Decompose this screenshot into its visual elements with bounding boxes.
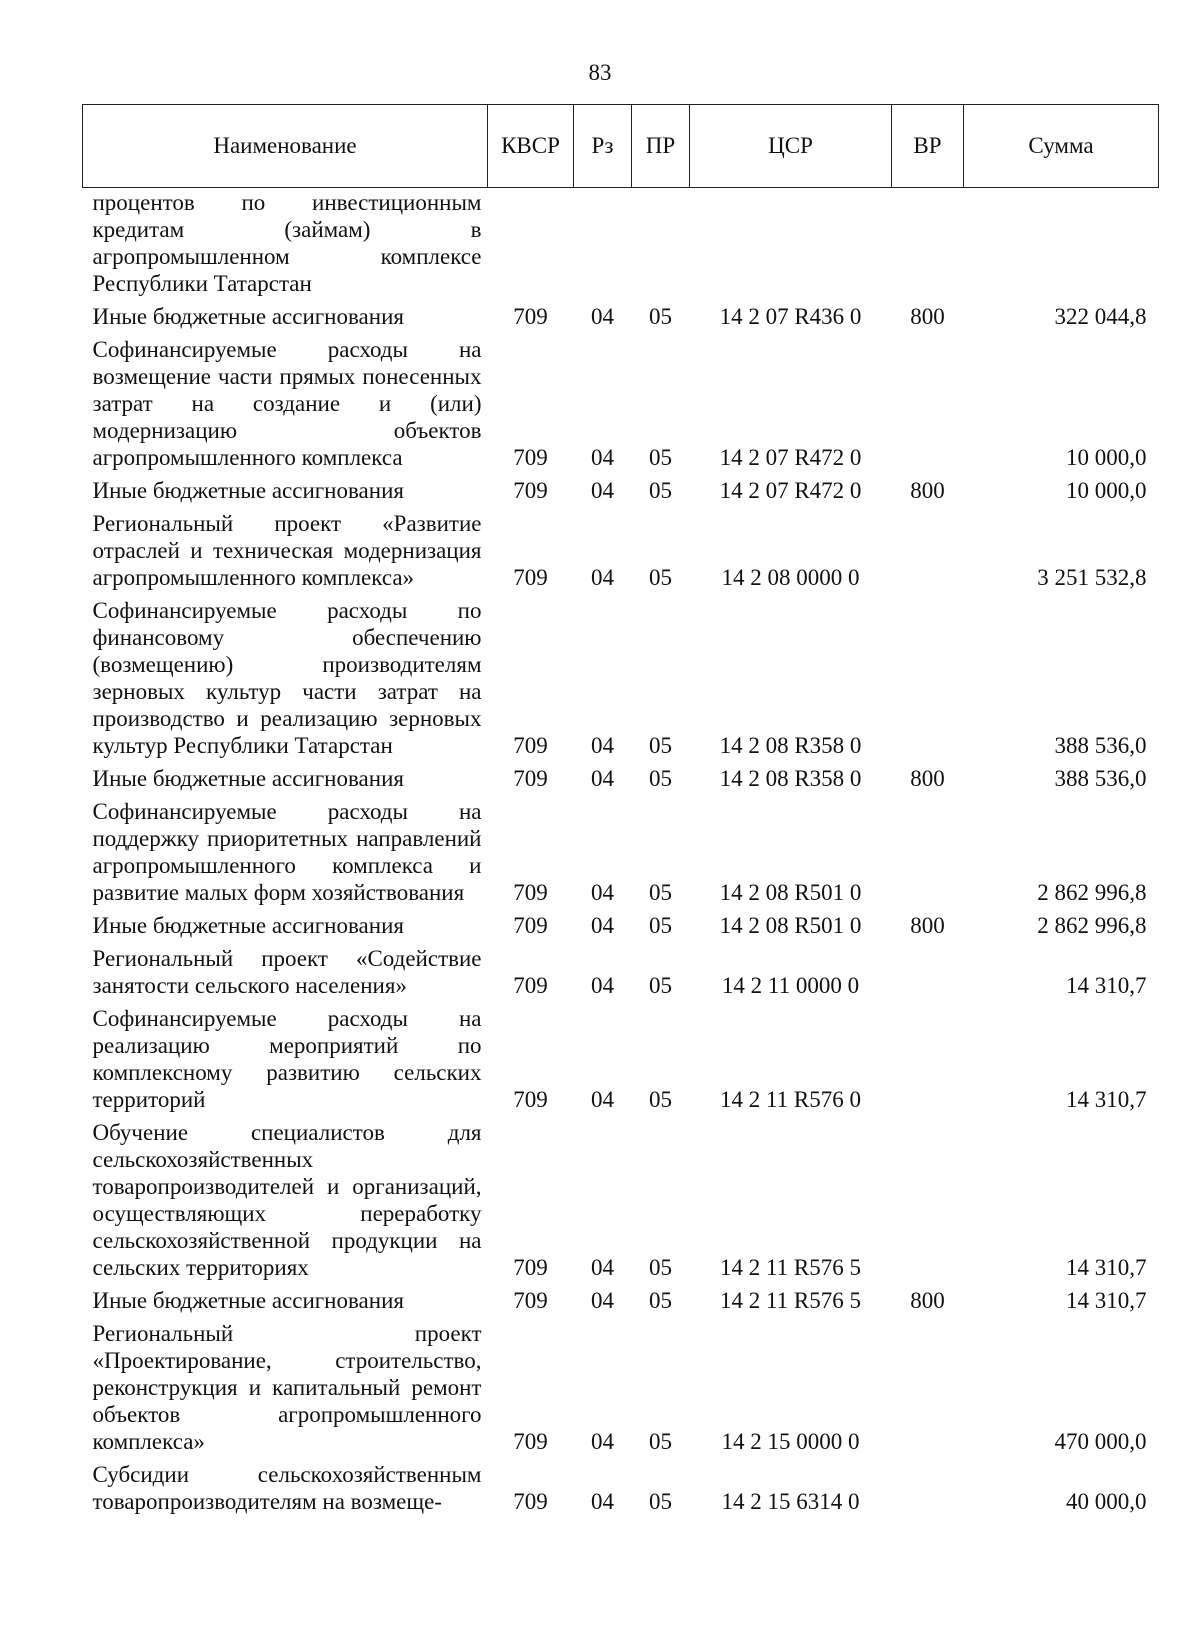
table-row [83, 1004, 1159, 1118]
row-rz: 04 [591, 913, 614, 938]
header-pr: ПР [632, 105, 690, 188]
row-rz: 04 [591, 565, 614, 590]
row-name: Иные бюджетные ассигнования [92, 766, 404, 791]
row-csr: 14 2 08 0000 0 [721, 565, 860, 590]
row-name: Иные бюджетные ассигнования [92, 478, 404, 503]
row-pr [632, 188, 690, 303]
row-csr: 14 2 08 R501 0 [719, 913, 862, 938]
row-rz: 04 [591, 1288, 614, 1313]
row-rz: 04 [591, 304, 614, 329]
row-vr [892, 1004, 964, 1118]
row-sum: 40 000,0 [1066, 1489, 1147, 1514]
table-row [83, 188, 1159, 303]
row-kvsr: 709 [513, 478, 548, 503]
row-kvsr: 709 [513, 1429, 548, 1454]
row-vr [892, 1319, 964, 1460]
row-rz: 04 [591, 445, 614, 470]
row-sum: 470 000,0 [1054, 1429, 1147, 1454]
row-sum: 14 310,7 [1066, 1087, 1147, 1112]
row-pr: 05 [649, 445, 672, 470]
row-name: Софинансируемые расходы на поддержку приоритетных направлений агропромышленного комплекса и развитие малых форм хозяйствования [92, 799, 482, 905]
table-row [83, 764, 1159, 797]
row-pr: 05 [649, 1489, 672, 1514]
table-body [83, 188, 1159, 1521]
header-name: Наименование [83, 105, 488, 188]
row-sum: 322 044,8 [1054, 304, 1147, 329]
row-name: Региональный проект «Содействие занятости сельского населения» [92, 946, 482, 998]
row-rz: 04 [591, 973, 614, 998]
row-rz: 04 [591, 1255, 614, 1280]
row-csr: 14 2 08 R501 0 [719, 880, 862, 905]
table-header [83, 105, 1159, 188]
table-row [83, 1460, 1159, 1520]
row-rz [574, 188, 632, 303]
row-csr [690, 188, 892, 303]
table-row [83, 797, 1159, 911]
row-pr: 05 [649, 913, 672, 938]
row-sum: 3 251 532,8 [1037, 565, 1147, 590]
row-csr: 14 2 15 6314 0 [721, 1489, 860, 1514]
row-csr: 14 2 07 R436 0 [719, 304, 862, 329]
row-csr: 14 2 08 R358 0 [719, 733, 862, 758]
row-kvsr: 709 [513, 733, 548, 758]
row-pr: 05 [649, 304, 672, 329]
row-pr: 05 [649, 973, 672, 998]
row-kvsr: 709 [513, 1489, 548, 1514]
row-csr: 14 2 15 0000 0 [721, 1429, 860, 1454]
row-kvsr: 709 [513, 445, 548, 470]
table-row [83, 911, 1159, 944]
row-vr: 800 [910, 1288, 945, 1313]
row-sum: 388 536,0 [1054, 733, 1147, 758]
table-row [83, 596, 1159, 764]
row-pr: 05 [649, 565, 672, 590]
table-row [83, 1118, 1159, 1286]
header-kvsr: КВСР [488, 105, 574, 188]
row-rz: 04 [591, 766, 614, 791]
header-sum: Сумма [964, 105, 1159, 188]
row-vr [892, 1460, 964, 1520]
row-pr: 05 [649, 1429, 672, 1454]
row-vr [892, 335, 964, 476]
row-rz: 04 [591, 1429, 614, 1454]
table-row [83, 944, 1159, 1004]
row-vr [892, 596, 964, 764]
row-name: Софинансируемые расходы на реализацию мероприятий по комплексному развитию сельских территорий [92, 1006, 482, 1112]
row-vr: 800 [910, 766, 945, 791]
row-name: Иные бюджетные ассигнования [92, 304, 404, 329]
row-vr: 800 [910, 478, 945, 503]
row-vr [892, 509, 964, 596]
row-kvsr: 709 [513, 766, 548, 791]
row-vr [892, 1118, 964, 1286]
row-sum [964, 188, 1159, 303]
row-name: Региональный проект «Проектирование, строительство, реконструкция и капитальный ремонт объектов агропромышленного комплекса» [92, 1321, 482, 1454]
row-vr [892, 944, 964, 1004]
table-row [83, 476, 1159, 509]
row-vr: 800 [910, 304, 945, 329]
page-number: 83 [588, 60, 612, 85]
row-name: Субсидии сельскохозяйственным товаропроизводителям на возмеще- [92, 1462, 482, 1514]
row-kvsr: 709 [513, 913, 548, 938]
row-pr: 05 [649, 766, 672, 791]
row-kvsr: 709 [513, 1255, 548, 1280]
row-pr: 05 [649, 1255, 672, 1280]
header-vr: ВР [892, 105, 964, 188]
table-row [83, 509, 1159, 596]
row-kvsr: 709 [513, 880, 548, 905]
row-name: Региональный проект «Развитие отраслей и техническая модернизация агропромышленного комплекса» [92, 511, 482, 590]
row-kvsr: 709 [513, 1288, 548, 1313]
row-name: Софинансируемые расходы на возмещение части прямых понесенных затрат на создание и (или) модернизацию объектов агропромышленного комплекса [92, 337, 482, 470]
table-row [83, 302, 1159, 335]
row-sum: 14 310,7 [1066, 1288, 1147, 1313]
row-kvsr: 709 [513, 304, 548, 329]
table-row [83, 335, 1159, 476]
row-kvsr: 709 [513, 1087, 548, 1112]
table-row [83, 1286, 1159, 1319]
row-rz: 04 [591, 1489, 614, 1514]
row-sum: 2 862 996,8 [1037, 880, 1147, 905]
row-vr: 800 [910, 913, 945, 938]
row-sum: 14 310,7 [1066, 973, 1147, 998]
row-csr: 14 2 11 R576 0 [720, 1087, 861, 1112]
row-rz: 04 [591, 733, 614, 758]
row-pr: 05 [649, 880, 672, 905]
row-csr: 14 2 07 R472 0 [719, 478, 862, 503]
row-rz: 04 [591, 478, 614, 503]
row-csr: 14 2 11 R576 5 [720, 1288, 861, 1313]
row-pr: 05 [649, 1288, 672, 1313]
budget-table [82, 104, 1159, 1520]
header-csr: ЦСР [690, 105, 892, 188]
row-sum: 2 862 996,8 [1037, 913, 1147, 938]
table-row [83, 1319, 1159, 1460]
row-vr [892, 188, 964, 303]
row-pr: 05 [649, 478, 672, 503]
row-csr: 14 2 08 R358 0 [719, 766, 862, 791]
row-pr: 05 [649, 1087, 672, 1112]
row-csr: 14 2 11 R576 5 [720, 1255, 861, 1280]
row-sum: 10 000,0 [1066, 445, 1147, 470]
row-sum: 10 000,0 [1066, 478, 1147, 503]
row-name: Иные бюджетные ассигнования [92, 1288, 404, 1313]
row-csr: 14 2 11 0000 0 [721, 973, 860, 998]
row-sum: 388 536,0 [1054, 766, 1147, 791]
row-kvsr: 709 [513, 973, 548, 998]
row-rz: 04 [591, 1087, 614, 1112]
row-vr [892, 797, 964, 911]
row-name: процентов по инвестиционным кредитам (займам) в агропромышленном комплексе Республики Татарстан [92, 190, 482, 296]
row-name: Иные бюджетные ассигнования [92, 913, 404, 938]
row-kvsr: 709 [513, 565, 548, 590]
row-name: Обучение специалистов для сельскохозяйственных товаропроизводителей и организаций, осуществляющих переработку сельскохозяйственной продукции на сельских территориях [92, 1120, 482, 1280]
row-kvsr [488, 188, 574, 303]
header-rz: Рз [574, 105, 632, 188]
row-csr: 14 2 07 R472 0 [719, 445, 862, 470]
row-name: Софинансируемые расходы по финансовому обеспечению (возмещению) производителям зерновых культур части затрат на производство и реализацию зерновых культур Республики Татарстан [92, 598, 482, 758]
row-rz: 04 [591, 880, 614, 905]
row-pr: 05 [649, 733, 672, 758]
row-sum: 14 310,7 [1066, 1255, 1147, 1280]
